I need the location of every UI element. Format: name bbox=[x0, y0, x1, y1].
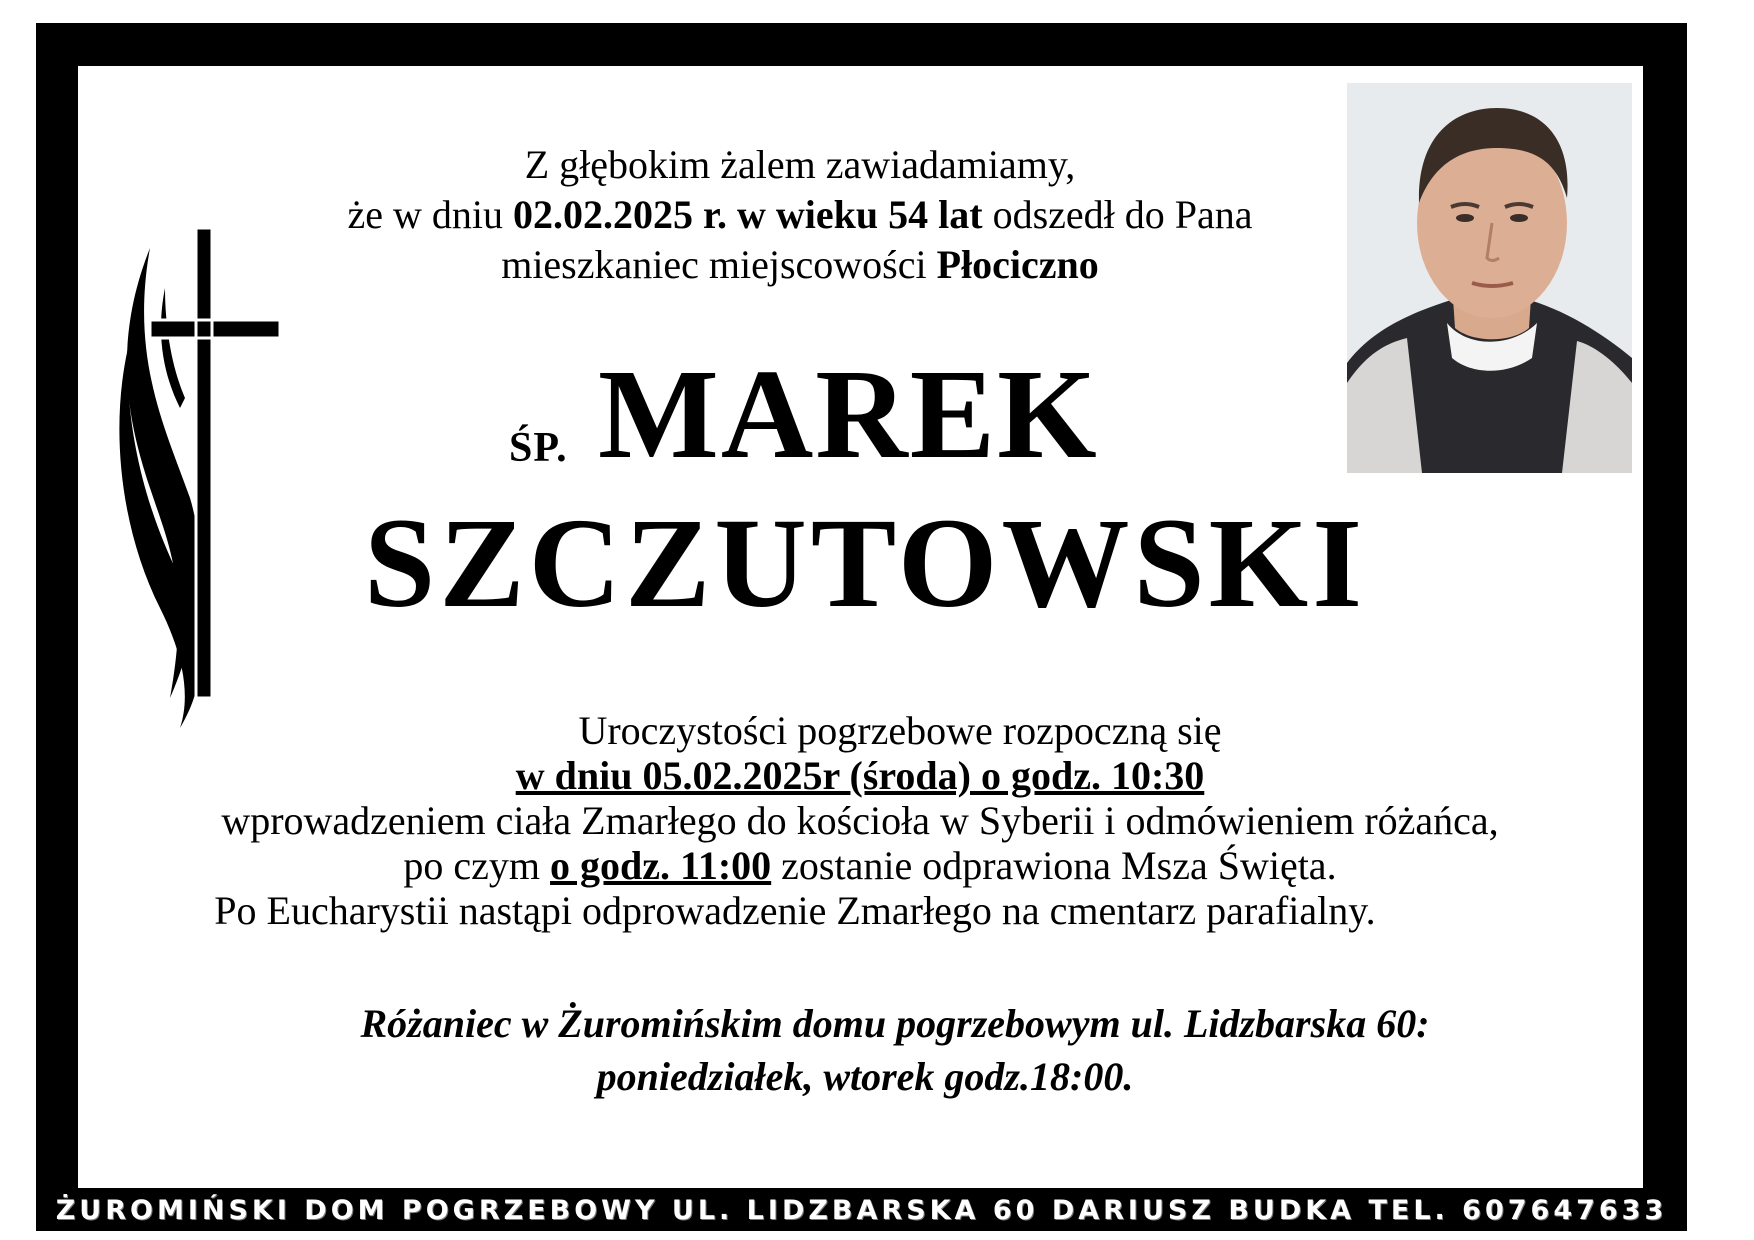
death-date-age: 02.02.2025 r. w wieku 54 lat bbox=[512, 192, 983, 237]
ceremony-line-4-start: po czym bbox=[403, 843, 551, 888]
intro-line-2-start: że w dniu bbox=[347, 192, 513, 237]
rosary-line-2: poniedziałek, wtorek godz.18:00. bbox=[596, 1054, 1134, 1099]
residence-place: Płociczno bbox=[936, 242, 1099, 287]
intro-text bbox=[270, 140, 1330, 290]
deceased-prefix: ŚP. bbox=[509, 425, 568, 471]
ceremony-line-3: wprowadzeniem ciała Zmarłego do kościoła w Syberii i odmówieniem różańca, bbox=[221, 798, 1499, 843]
ceremony-details bbox=[90, 708, 1630, 933]
funeral-home-footer: ŻUROMIŃSKI DOM POGRZEBOWY UL. LIDZBARSKA 60 DARIUSZ BUDKA TEL. 607647633 bbox=[55, 1195, 1668, 1226]
rosary-line-1: Różaniec w Żuromińskim domu pogrzebowym ul. Lidzbarska 60: bbox=[360, 1001, 1430, 1046]
ceremony-line-4 bbox=[90, 843, 1630, 888]
rosary-info bbox=[220, 997, 1520, 1103]
intro-line-2 bbox=[270, 190, 1330, 240]
intro-line-2-end: odszedł do Pana bbox=[982, 192, 1253, 237]
intro-line-3 bbox=[270, 240, 1330, 290]
mass-time: o godz. 11:00 bbox=[550, 843, 772, 888]
portrait-photo bbox=[1347, 83, 1632, 473]
deceased-first-name: MAREK bbox=[598, 343, 1099, 485]
cross-with-flame-icon bbox=[110, 228, 320, 748]
ceremony-line-4-end: zostanie odprawiona Msza Święta. bbox=[771, 843, 1337, 888]
ceremony-line-1: Uroczystości pogrzebowe rozpoczną się bbox=[578, 708, 1222, 753]
intro-line-3-start: mieszkaniec miejscowości bbox=[501, 242, 937, 287]
deceased-last-name: SZCZUTOWSKI bbox=[364, 492, 1366, 634]
ceremony-date-time: w dniu 05.02.2025r (środa) o godz. 10:30 bbox=[515, 753, 1205, 798]
ceremony-line-5: Po Eucharystii nastąpi odprowadzenie Zmarłego na cmentarz parafialny. bbox=[214, 888, 1376, 933]
intro-line-1: Z głębokim żalem zawiadamiamy, bbox=[524, 142, 1076, 187]
